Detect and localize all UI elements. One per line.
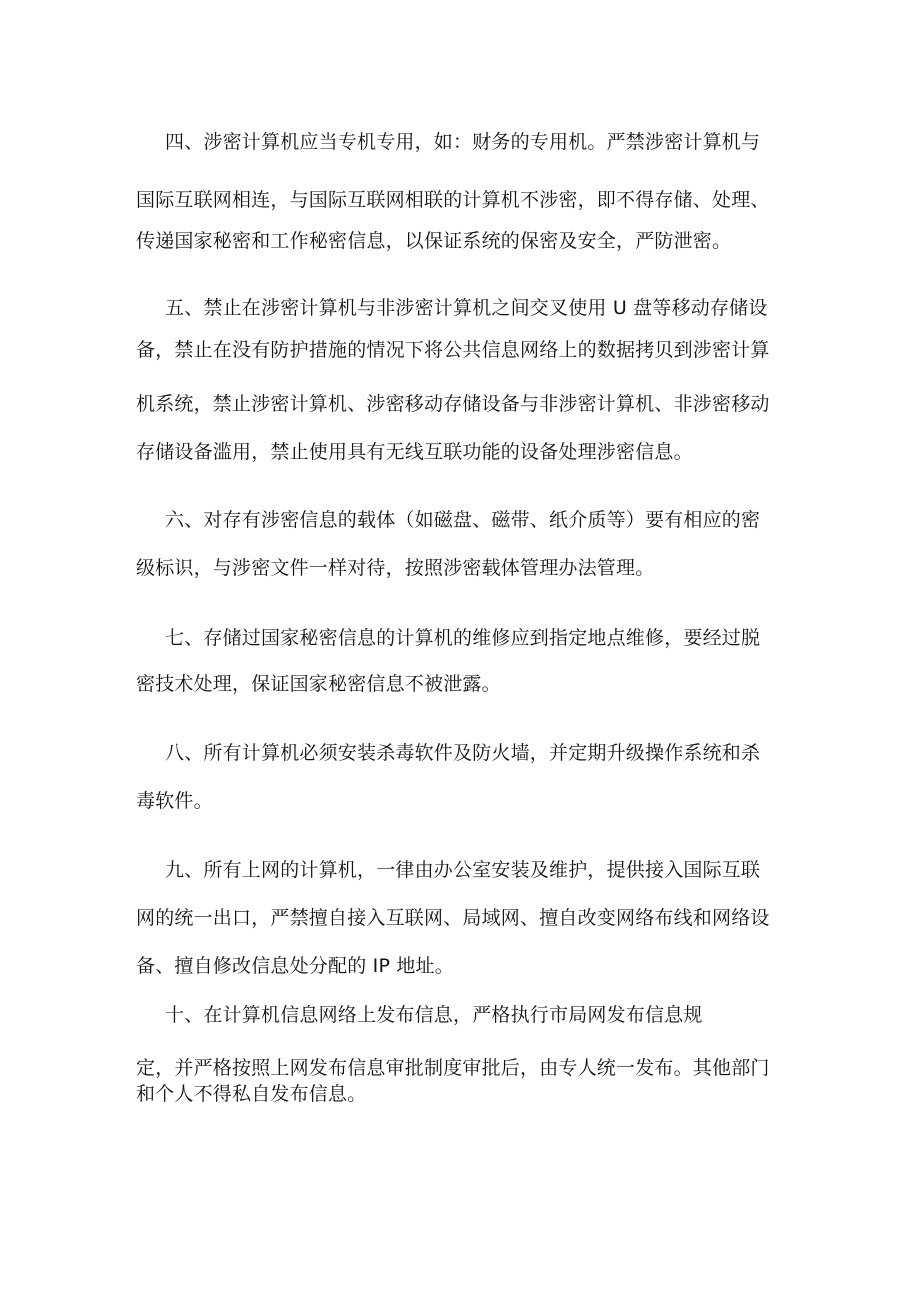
- paragraph-line: 机系统，禁止涉密计算机、涉密移动存储设备与非涉密计算机、非涉密移动: [136, 393, 770, 415]
- paragraph-line: 密技术处理，保证国家秘密信息不被泄露。: [136, 673, 501, 695]
- paragraph-line: 备、擅自修改信息处分配的 IP 地址。: [136, 955, 454, 977]
- paragraph-line: 九、所有上网的计算机，一律由办公室安装及维护，提供接入国际互联: [165, 859, 761, 881]
- paragraph-line: 四、涉密计算机应当专机专用，如：财务的专用机。严禁涉密计算机与: [165, 131, 761, 153]
- paragraph-line: 级标识，与涉密文件一样对待，按照涉密载体管理办法管理。: [136, 557, 655, 579]
- paragraph-line: 十、在计算机信息网络上发布信息，严格执行市局网发布信息规: [165, 1004, 703, 1026]
- paragraph-line: 定，并严格按照上网发布信息审批制度审批后，由专人统一发布。其他部门: [136, 1057, 770, 1079]
- paragraph-line: 五、禁止在涉密计算机与非涉密计算机之间交叉使用 U 盘等移动存储设: [165, 297, 768, 319]
- paragraph-line: 备，禁止在没有防护措施的情况下将公共信息网络上的数据拷贝到涉密计算: [136, 339, 770, 361]
- paragraph-line: 国际互联网相连，与国际互联网相联的计算机不涉密，即不得存储、处理、: [136, 189, 770, 211]
- paragraph-line: 传递国家秘密和工作秘密信息，以保证系统的保密及安全，严防泄密。: [136, 230, 732, 252]
- paragraph-line: 存储设备滥用，禁止使用具有无线互联功能的设备处理涉密信息。: [136, 441, 693, 463]
- paragraph-line: 七、存储过国家秘密信息的计算机的维修应到指定地点维修，要经过脱: [165, 627, 761, 649]
- paragraph-line: 和个人不得私自发布信息。: [136, 1083, 367, 1105]
- paragraph-line: 六、对存有涉密信息的载体（如磁盘、磁带、纸介质等）要有相应的密: [165, 509, 761, 531]
- paragraph-line: 八、所有计算机必须安装杀毒软件及防火墙，并定期升级操作系统和杀: [165, 742, 761, 764]
- paragraph-line: 网的统一出口，严禁擅自接入互联网、局域网、擅自改变网络布线和网络设: [136, 907, 770, 929]
- paragraph-line: 毒软件。: [136, 790, 213, 812]
